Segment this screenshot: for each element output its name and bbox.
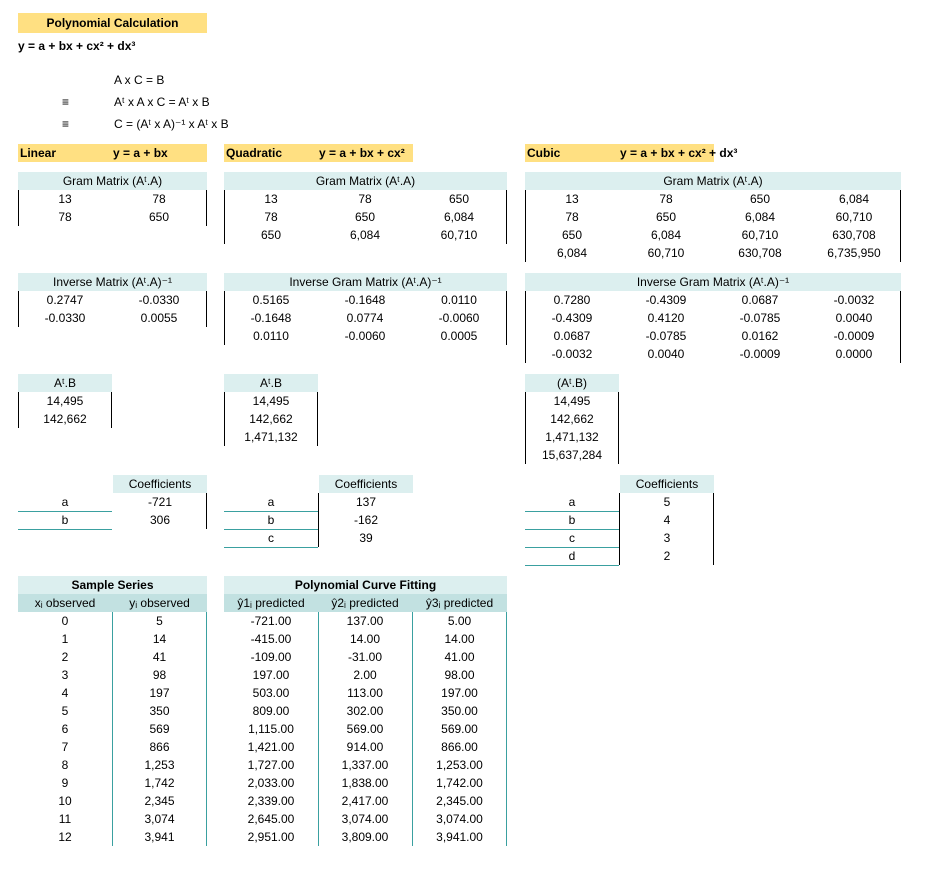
sample-series-title: Sample Series [18,576,207,594]
fit-y3-cell: 3,074.00 [436,812,483,826]
fit-y2-cell: 137.00 [346,614,384,628]
cubic-inverse-cell: -0.4309 [645,293,687,307]
fit-y1-cell: 2,645.00 [247,812,295,826]
fit-y2-cell: 914.00 [346,740,384,754]
fit-y1-cell: 1,115.00 [248,722,294,736]
cubic-coef-label: c [569,531,575,545]
sample-y-cell: 41 [152,650,167,664]
fit-y1-cell: 2,339.00 [247,794,295,808]
cubic-equation: y = a + bx + cx² + dx³ [620,146,738,160]
equiv-symbol-2: ≡ [62,117,70,131]
quadratic-inverse-cell: 0.0110 [441,293,477,307]
fit-y3-cell: 197.00 [441,686,478,700]
fit-y3-cell: 2,345.00 [436,794,483,808]
sample-y-cell: 5 [156,614,163,628]
quadratic-gram-cell: 60,710 [440,228,478,242]
cubic-inverse-cell: 0.0687 [741,293,779,307]
cubic-coef-label: b [568,513,576,527]
linear-coef-value: -721 [147,495,173,509]
quadratic-atb-cell: 1,471,132 [244,430,298,444]
cubic-gram-cell: 650 [749,192,771,206]
cubic-gram-cell: 60,710 [741,228,779,242]
cubic-inverse-cell: 0.0040 [835,311,873,325]
fit-col3-header: ŷ3ᵢ predicted [412,594,507,612]
quadratic-inverse-cell: -0.0060 [438,311,480,325]
linear-atb-cell: 142,662 [43,412,87,426]
quadratic-gram-cell: 650 [354,210,376,224]
fit-y1-cell: -721.00 [250,614,292,628]
quadratic-coef-divider [224,547,318,548]
cubic-coef-value: 3 [663,531,671,545]
quadratic-coef-value: 39 [359,531,373,545]
sample-x-cell: 4 [61,686,69,700]
linear-gram-right-border [206,190,207,226]
quadratic-coef-title: Coefficients [319,475,413,493]
cubic-atb-cell: 15,637,284 [541,448,603,462]
quadratic-inverse-cell: -0.0060 [344,329,386,343]
title-banner [18,13,207,33]
sample-x-cell: 12 [58,830,72,844]
sample-y-cell: 1,253 [144,758,175,772]
cubic-gram-cell: 6,084 [650,228,682,242]
cubic-inverse-cell: 0.7280 [553,293,591,307]
quadratic-gram-cell: 13 [264,192,278,206]
fit-y2-cell: 3,809.00 [341,830,389,844]
sample-y-cell: 197 [149,686,170,700]
linear-coef-value: 306 [149,513,171,527]
fit-y1-cell: -109.00 [250,650,292,664]
fit-y3-cell: 14.00 [444,632,475,646]
sample-x-cell: 1 [61,632,69,646]
cubic-gram-cell: 13 [565,192,579,206]
sample-y-cell: 866 [149,740,170,754]
fit-y3-cell: 866.00 [441,740,478,754]
quadratic-inverse-cell: 0.0005 [440,329,478,343]
fit-y2-cell: 2,417.00 [341,794,389,808]
fit-y1-cell: -415.00 [250,632,292,646]
linear-label: Linear [18,144,113,162]
fit-y2-cell: 3,074.00 [341,812,389,826]
sample-col-y-header: yᵢ observed [112,594,207,612]
cubic-gram-cell: 78 [659,192,673,206]
linear-atb-cell: 14,495 [46,394,84,408]
fit-y1-cell: 2,033.00 [247,776,295,790]
cubic-coef-value: 4 [663,513,671,527]
quadratic-gram-cell: 6,084 [443,210,475,224]
fit-col1-header: ŷ1ᵢ predicted [224,594,318,612]
quadratic-atb-title: Aᵗ.B [224,374,318,392]
linear-gram-title: Gram Matrix (Aᵗ.A) [18,172,207,190]
sample-x-cell: 11 [58,812,72,826]
sample-y-cell: 98 [152,668,167,682]
sample-x-cell: 5 [61,704,69,718]
cubic-coef-value: 2 [663,549,671,563]
cubic-inverse-cell: -0.0785 [645,329,687,343]
quadratic-gram-cell: 650 [260,228,282,242]
cubic-atb-cell: 142,662 [550,412,594,426]
sample-y-cell: 1,742 [144,776,175,790]
linear-gram-cell: 650 [148,210,170,224]
quadratic-inverse-cell: 0.5165 [252,293,290,307]
equiv-symbol-1: ≡ [62,95,70,109]
linear-coef-label: b [61,513,69,527]
main-equation: y = a + bx + cx² + dx³ [18,39,136,53]
cubic-gram-cell: 650 [561,228,583,242]
cubic-coef-title: Coefficients [620,475,714,493]
fit-y1-cell: 197.00 [252,668,290,682]
linear-coef-title: Coefficients [113,475,207,493]
fit-y2-cell: 569.00 [346,722,384,736]
fit-y2-cell: 302.00 [346,704,384,718]
sample-y-cell: 2,345 [144,794,175,808]
quadratic-gram-cell: 6,084 [349,228,381,242]
cubic-inverse-cell: -0.0009 [833,329,875,343]
cubic-gram-title: Gram Matrix (Aᵗ.A) [525,172,901,190]
sample-x-cell: 0 [61,614,69,628]
cubic-inverse-cell: -0.0032 [833,293,875,307]
sample-x-cell: 8 [61,758,69,772]
quadratic-coef-label: c [268,531,274,545]
cubic-coef-divider [525,565,619,566]
quadratic-inverse-title: Inverse Gram Matrix (Aᵗ.A)⁻¹ [224,273,507,291]
cubic-coef-label: a [568,495,576,509]
cubic-gram-cell: 6,084 [744,210,776,224]
quadratic-coef-label: a [267,495,275,509]
quadratic-gram-right-border [506,190,507,244]
linear-inverse-cell: -0.0330 [138,293,180,307]
sample-y-cell: 3,941 [144,830,175,844]
cubic-coef-label: d [568,549,576,563]
sample-y-cell: 350 [149,704,170,718]
cubic-inverse-cell: -0.0785 [739,311,781,325]
derivation-line-2: Aᵗ x A x C = Aᵗ x B [114,95,210,109]
fit-y2-cell: 14.00 [349,632,381,646]
cubic-gram-cell: 630,708 [738,246,782,260]
quadratic-inverse-cell: -0.1648 [250,311,292,325]
cubic-gram-cell: 78 [565,210,579,224]
cubic-inverse-cell: 0.0162 [741,329,779,343]
fit-y2-cell: -31.00 [347,650,383,664]
cubic-gram-cell: 60,710 [647,246,685,260]
quadratic-gram-cell: 650 [448,192,470,206]
linear-inverse-title: Inverse Matrix (Aᵗ.A)⁻¹ [18,273,207,291]
quadratic-inverse-right-border [506,291,507,345]
fit-col2-header: ŷ2ᵢ predicted [318,594,412,612]
cubic-atb-cell: 1,471,132 [545,430,599,444]
cubic-coef-value: 5 [663,495,671,509]
fit-y2-cell: 2.00 [353,668,377,682]
quadratic-atb-cell: 14,495 [252,394,290,408]
linear-inverse-cell: 0.0055 [140,311,178,325]
quadratic-coef-value: -162 [353,513,379,527]
derivation-line-3: C = (Aᵗ x A)⁻¹ x Aᵗ x B [114,117,229,131]
sample-x-cell: 6 [61,722,69,736]
sample-x-cell: 3 [61,668,69,682]
fit-y2-cell: 113.00 [347,686,383,700]
linear-inverse-cell: -0.0330 [44,311,86,325]
cubic-atb-title: (Aᵗ.B) [525,374,619,392]
derivation-line-1: A x C = B [114,73,165,87]
fit-y2-cell: 1,337.00 [341,758,389,772]
linear-coef-label: a [61,495,69,509]
fit-y1-cell: 1,727.00 [247,758,295,772]
sample-y-cell: 569 [149,722,170,736]
linear-coef-divider [18,529,112,530]
sample-x-cell: 2 [61,650,69,664]
quadratic-inverse-cell: 0.0774 [346,311,384,325]
linear-gram-cell: 78 [152,192,166,206]
quadratic-inverse-cell: 0.0110 [253,329,289,343]
sample-y-cell: 3,074 [144,812,175,826]
sample-x-cell: 7 [61,740,69,754]
sample-x-cell: 9 [61,776,69,790]
fit-y3-cell: 569.00 [441,722,478,736]
quadratic-gram-cell: 78 [264,210,278,224]
fit-y3-cell: 1,253.00 [436,758,483,772]
quadratic-coef-value: 137 [355,495,377,509]
fit-y3-cell: 98.00 [444,668,475,682]
cubic-atb-cell: 14,495 [553,394,591,408]
cubic-gram-cell: 6,084 [838,192,870,206]
cubic-inverse-cell: -0.0032 [551,347,593,361]
cubic-gram-cell: 60,710 [835,210,873,224]
cubic-label: Cubic [525,144,620,162]
cubic-inverse-cell: 0.4120 [647,311,685,325]
fit-y1-cell: 1,421.00 [247,740,295,754]
cubic-gram-cell: 650 [655,210,677,224]
cubic-gram-cell: 6,084 [556,246,588,260]
sample-y-cell: 14 [152,632,167,646]
fit-y3-cell: 350.00 [441,704,478,718]
fit-y3-cell: 3,941.00 [436,830,483,844]
fit-y1-cell: 503.00 [252,686,290,700]
fit-y2-cell: 1,838.00 [341,776,389,790]
fit-y1-cell: 809.00 [252,704,290,718]
cubic-gram-cell: 6,735,950 [827,246,881,260]
fit-y3-cell: 1,742.00 [436,776,483,790]
fit-y3-cell: 5.00 [447,614,472,628]
quadratic-inverse-cell: -0.1648 [344,293,386,307]
linear-gram-cell: 13 [58,192,72,206]
quadratic-label: Quadratic [224,144,319,162]
cubic-gram-cell: 630,708 [832,228,876,242]
quadratic-gram-title: Gram Matrix (Aᵗ.A) [224,172,507,190]
cubic-inverse-cell: 0.0687 [553,329,591,343]
fit-y3-cell: 41.00 [444,650,475,664]
cubic-inverse-cell: -0.0009 [739,347,781,361]
linear-inverse-right-border [206,291,207,327]
cubic-inverse-cell: 0.0040 [647,347,685,361]
cubic-inverse-cell: -0.4309 [551,311,593,325]
linear-inverse-cell: 0.2747 [46,293,84,307]
linear-atb-title: Aᵗ.B [18,374,112,392]
linear-gram-cell: 78 [58,210,72,224]
linear-equation: y = a + bx [113,144,207,162]
quadratic-gram-cell: 78 [358,192,372,206]
fit-y1-cell: 2,951.00 [247,830,295,844]
cubic-inverse-title: Inverse Gram Matrix (Aᵗ.A)⁻¹ [525,273,901,291]
quadratic-coef-label: b [267,513,275,527]
cubic-inverse-cell: 0.0000 [835,347,873,361]
quadratic-atb-cell: 142,662 [249,412,293,426]
curve-fitting-title: Polynomial Curve Fitting [224,576,507,594]
quadratic-equation: y = a + bx + cx² [319,144,413,162]
sample-col-x-header: xᵢ observed [18,594,112,612]
sample-x-cell: 10 [58,794,72,808]
sheet-title: Polynomial Calculation [46,16,179,30]
